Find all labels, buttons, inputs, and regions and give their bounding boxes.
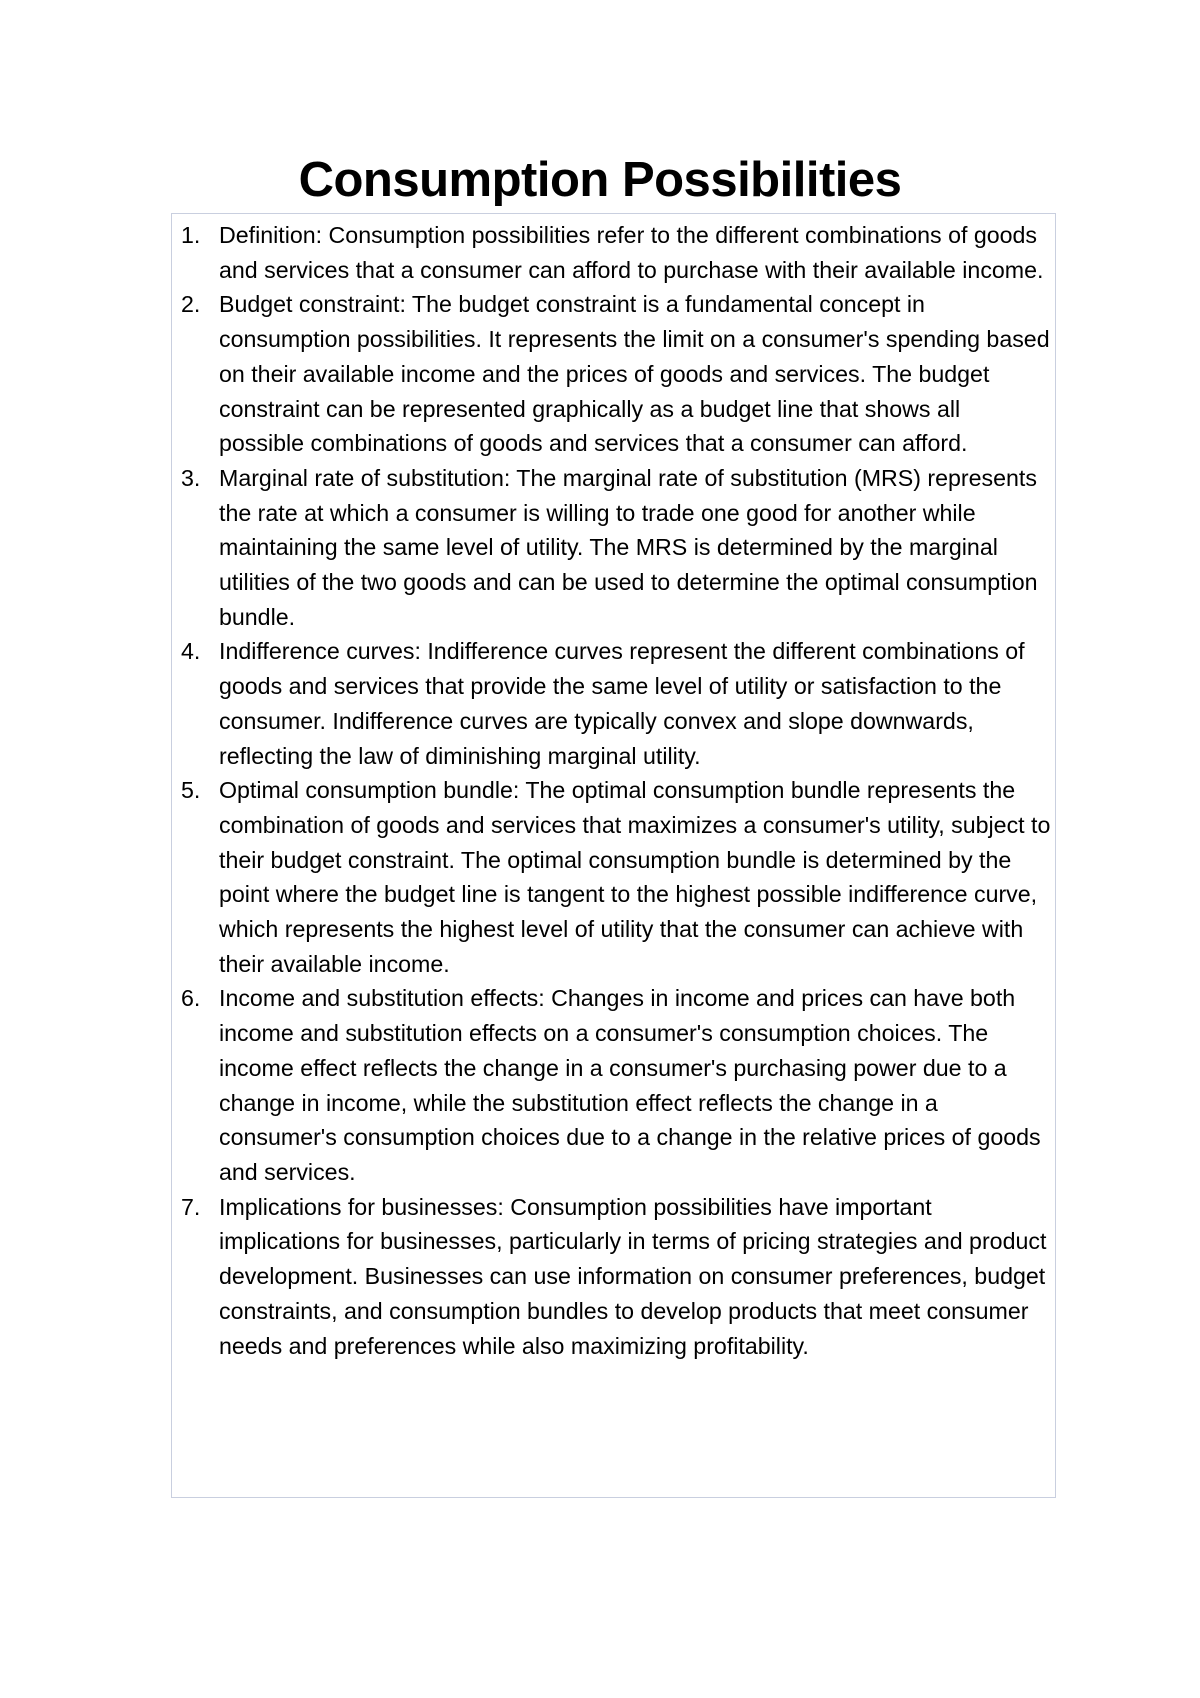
list-item [172,981,1051,1189]
list-item [172,461,1051,635]
item-text: Indifference curves: Indifference curves represent the different combinations of goods and services that provide the same level of utility or satisfaction to the consumer. Indifference curves are typically convex and slope downwards, reflecting the law of diminishing marginal utility. [219,638,1025,769]
list-item [172,218,1051,287]
item-number: 2. [181,291,201,318]
item-text: Implications for businesses: Consumption possibilities have important implications for businesses, particularly in terms of pricing strategies and product development. Businesses can use information on consumer preferences, budget constraints, and consumption bundles to develop products that meet consumer needs and preferences while also maximizing profitability. [219,1193,1047,1359]
item-number: 3. [181,464,201,491]
list-item [172,634,1051,773]
page-title: Consumption Possibilities [298,153,902,207]
item-text: Income and substitution effects: Changes in income and prices can have both income and substitution effects on a consumer's consumption choices. The income effect reflects the change in a consumer's purchasing power due to a change in income, while the substitution effect reflects the change in a consumer's consumption choices due to a change in the relative prices of goods and services. [219,985,1041,1185]
content-box [171,213,1056,1498]
item-text: Marginal rate of substitution: The marginal rate of substitution (MRS) represents the rate at which a consumer is willing to trade one good for another while maintaining the same level of utility. The MRS is determined by the marginal utilities of the two goods and can be used to determine the optimal consumption bundle. [219,464,1038,630]
list-item [172,773,1051,981]
numbered-list [172,218,1051,1363]
item-number: 7. [181,1193,201,1220]
item-text: Optimal consumption bundle: The optimal consumption bundle represents the combination of goods and services that maximizes a consumer's utility, subject to their budget constraint. The optimal consumption bundle is determined by the point where the budget line is tangent to the highest possible indifference curve, which represents the highest level of utility that the consumer can achieve with their available income. [219,777,1051,977]
list-item [172,287,1051,461]
item-text: Definition: Consumption possibilities refer to the different combinations of goods and services that a consumer can afford to purchase with their available income. [219,222,1044,283]
item-number: 5. [181,777,201,804]
item-number: 1. [181,222,201,248]
item-number: 6. [181,985,201,1012]
item-text: Budget constraint: The budget constraint is a fundamental concept in consumption possibilities. It represents the limit on a consumer's spending based on their available income and the prices of goods and services. The budget constraint can be represented graphically as a budget line that shows all possible combinations of goods and services that a consumer can afford. [219,291,1050,457]
item-number: 4. [181,638,201,665]
list-item [172,1190,1051,1364]
